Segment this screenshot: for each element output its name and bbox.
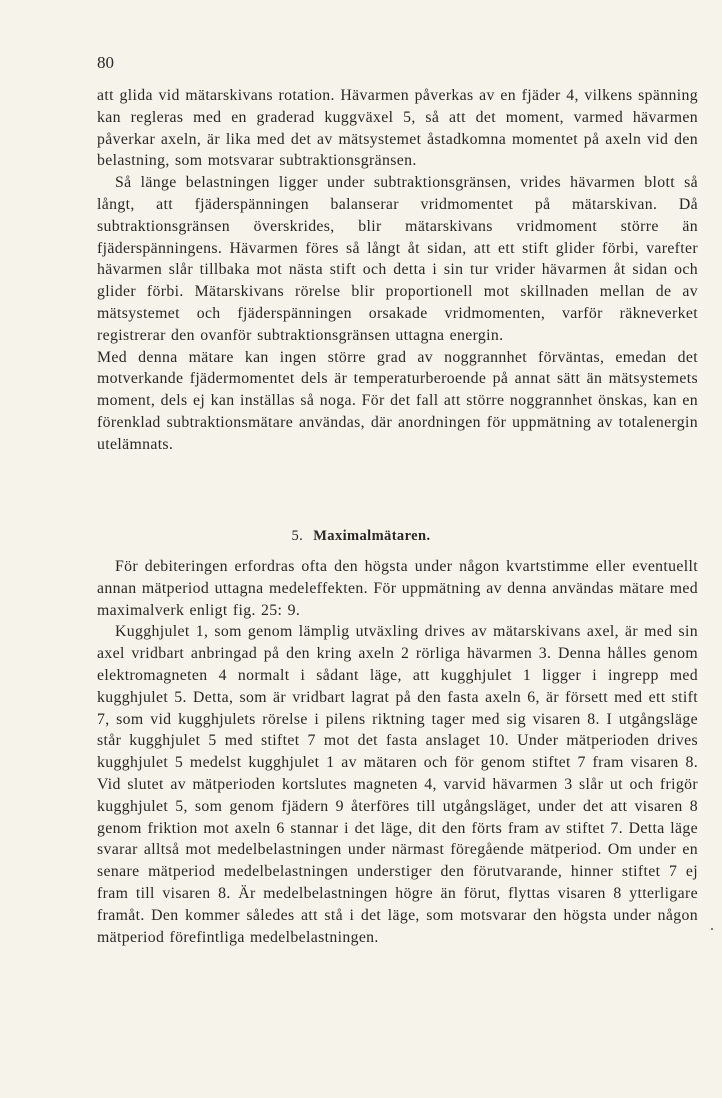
paragraph-subtraction-limit: Så länge belastningen ligger under subtraktionsgränsen, vrides hävarmen blott så långt, att fjäderspänningen balanserar vridmomentet på mätarskivan. Då subtraktionsgränsen överskrides, blir mätarskivans vridmoment större än fjäderspänningens. Hävarmen föres så långt åt sidan, att ett stift glider förbi, varefter hävarmen slår tillbaka mot nästa stift och detta i sin tur vrider hävarmen åt sidan och glider förbi. Mätarskivans rörelse blir proportionell mot skillnaden mellan de av mätsystemet och fjäderspänningen orsakade vridmomenten, varför räkneverket registrerar den ovanför subtraktionsgränsen uttagna energin. xyxy=(97,174,698,344)
section-heading xyxy=(0,526,722,546)
paragraph-debiting: För debiteringen erfordras ofta den högsta under någon kvartstimme eller eventuellt annan mätperiod uttagna medeleffekten. För uppmätning av denna användas mätare med maximalverk enligt fig. 25: 9. xyxy=(97,558,698,619)
text-block-upper xyxy=(97,85,698,456)
section-title: Maximalmätaren. xyxy=(313,528,431,544)
paragraph-accuracy: Med denna mätare kan ingen större grad av noggrannhet förväntas, emedan det motverkande fjädermomentet dels är temperaturberoende på annat sätt än mätsystemets moment, dels ej kan inställas så noga. För det fall att större noggrannhet önskas, kan en förenklad subtraktionsmätare användas, där anordningen för uppmätning av totalenergin utelämnats. xyxy=(97,348,698,453)
margin-speck xyxy=(711,928,713,930)
text-block-lower xyxy=(97,556,698,948)
paragraph-continuation: att glida vid mätarskivans rotation. Hävarmen påverkas av en fjäder 4, vilkens spänning kan regleras med en graderad kuggväxel 5, så att det moment, varmed hävarmen påverkar axeln, är lika med det av mätsystemet åstadkomna momentet på axeln vid den belastning, som motsvarar subtraktionsgränsen. xyxy=(97,87,698,170)
paragraph-gear-mechanism: Kugghjulet 1, som genom lämplig utväxling drives av mätarskivans axel, är med sin axel vridbart anbringad på den kring axeln 2 rörliga hävarmen 3. Denna hålles genom elektromagneten 4 normalt i sådant läge, att kugghjulet 1 ligger i ingrepp med kugghjulet 5. Detta, som är vridbart lagrat på den fasta axeln 6, är försett med ett stift 7, som vid kugghjulets rörelse i pilens riktning tager med sig visaren 8. I utgångsläge står kugghjulet 5 med stiftet 7 mot det fasta anslaget 10. Under mätperioden drives kugghjulet 5 medelst kugghjulet 1 av mätaren och för genom stiftet 7 fram visaren 8. Vid slutet av mätperioden kortslutes magneten 4, varvid hävarmen 3 slår ut och frigör kugghjulet 5, som genom fjädern 9 återföres till utgångsläget, under det att visaren 8 genom friktion mot axeln 6 stannar i det läge, dit den förts fram av stiftet 7. Detta läge svarar alltså mot medelbelastningen under närmast föregående mätperiod. Om under en senare mätperiod medelbelastningen understiger den förutvarande, hinner stiftet 7 ej fram till visaren 8. Är medelbelastningen högre än förut, flyttas visaren 8 ytterligare framåt. Den kommer således att stå i det läge, som motsvarar den högsta under någon mätperiod förefintliga medelbelastningen. xyxy=(97,623,698,946)
section-number: 5. xyxy=(291,528,304,544)
page-number: 80 xyxy=(97,53,114,72)
